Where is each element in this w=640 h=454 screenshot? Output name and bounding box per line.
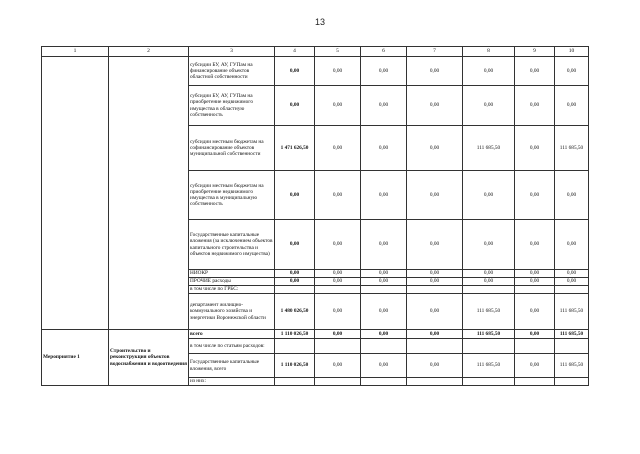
- value-cell: 0,00: [463, 86, 515, 126]
- table-row: [42, 330, 589, 339]
- header-row: [42, 47, 589, 57]
- value-cell: 0,00: [361, 86, 407, 126]
- value-cell: 0,00: [275, 220, 315, 270]
- value-cell: 0,00: [515, 354, 555, 378]
- value-cell: [555, 378, 589, 386]
- value-cell: 1 110 026,50: [275, 354, 315, 378]
- value-cell: 0,00: [515, 330, 555, 339]
- value-cell: [407, 286, 463, 294]
- row-label: в том числе по статьям расходов:: [189, 339, 275, 354]
- value-cell: 111 685,50: [555, 354, 589, 378]
- value-cell: 0,00: [361, 57, 407, 86]
- value-cell: 0,00: [275, 278, 315, 286]
- value-cell: 0,00: [515, 171, 555, 220]
- row-label: субсидии местным бюджетам на софинансирование объектов муниципальной собственности: [189, 126, 275, 171]
- value-cell: 0,00: [275, 57, 315, 86]
- header-cell: 10: [555, 47, 589, 57]
- value-cell: [407, 339, 463, 354]
- value-cell: 0,00: [315, 86, 361, 126]
- header-cell: 8: [463, 47, 515, 57]
- value-cell: 0,00: [361, 220, 407, 270]
- row-label: Государственные капитальные вложения (за исключением объектов капитального строительства и объектов недвижимого имущества): [189, 220, 275, 270]
- value-cell: 0,00: [463, 171, 515, 220]
- value-cell: 1 471 626,50: [275, 126, 315, 171]
- header-cell: 1: [42, 47, 109, 57]
- value-cell: 0,00: [463, 57, 515, 86]
- value-cell: [315, 378, 361, 386]
- value-cell: 0,00: [315, 126, 361, 171]
- value-cell: 0,00: [315, 220, 361, 270]
- value-cell: 0,00: [515, 278, 555, 286]
- value-cell: [515, 339, 555, 354]
- value-cell: 0,00: [555, 57, 589, 86]
- value-cell: [555, 286, 589, 294]
- value-cell: 0,00: [407, 354, 463, 378]
- value-cell: 111 685,50: [463, 354, 515, 378]
- value-cell: 0,00: [361, 294, 407, 330]
- value-cell: 0,00: [275, 270, 315, 278]
- header-cell: 9: [515, 47, 555, 57]
- value-cell: 0,00: [515, 86, 555, 126]
- value-cell: 0,00: [463, 220, 515, 270]
- table-row: [42, 57, 589, 86]
- value-cell: 0,00: [407, 278, 463, 286]
- value-cell: 0,00: [407, 294, 463, 330]
- value-cell: 0,00: [407, 86, 463, 126]
- row-label: всего: [189, 330, 275, 339]
- value-cell: 0,00: [555, 171, 589, 220]
- value-cell: 0,00: [361, 278, 407, 286]
- value-cell: 0,00: [315, 330, 361, 339]
- header-cell: 6: [361, 47, 407, 57]
- empty-cell: [109, 57, 189, 330]
- header-cell: 3: [189, 47, 275, 57]
- value-cell: [275, 339, 315, 354]
- value-cell: [463, 339, 515, 354]
- value-cell: 0,00: [555, 278, 589, 286]
- value-cell: [407, 378, 463, 386]
- value-cell: 0,00: [361, 330, 407, 339]
- row-label: Государственные капитальные вложения, всего: [189, 354, 275, 378]
- row-label: НИОКР: [189, 270, 275, 278]
- value-cell: 0,00: [315, 270, 361, 278]
- value-cell: 0,00: [407, 57, 463, 86]
- value-cell: 0,00: [315, 294, 361, 330]
- value-cell: 0,00: [407, 126, 463, 171]
- value-cell: 0,00: [463, 278, 515, 286]
- value-cell: 0,00: [407, 330, 463, 339]
- page-number: 13: [314, 17, 325, 27]
- value-cell: 0,00: [315, 57, 361, 86]
- empty-cell: [42, 57, 109, 330]
- value-cell: [463, 378, 515, 386]
- value-cell: 1 110 026,50: [275, 330, 315, 339]
- value-cell: 0,00: [361, 126, 407, 171]
- header-cell: 5: [315, 47, 361, 57]
- value-cell: 0,00: [555, 270, 589, 278]
- event-label: Мероприятие 1: [42, 330, 109, 386]
- header-cell: 4: [275, 47, 315, 57]
- value-cell: 0,00: [315, 171, 361, 220]
- row-label: в том числе по ГРБС:: [189, 286, 275, 294]
- value-cell: [463, 286, 515, 294]
- value-cell: 0,00: [515, 57, 555, 86]
- value-cell: 0,00: [315, 354, 361, 378]
- value-cell: 0,00: [407, 220, 463, 270]
- value-cell: 0,00: [275, 86, 315, 126]
- value-cell: [275, 286, 315, 294]
- row-label: из них:: [189, 378, 275, 386]
- value-cell: [361, 286, 407, 294]
- value-cell: 111 685,50: [463, 294, 515, 330]
- value-cell: [515, 286, 555, 294]
- value-cell: [315, 286, 361, 294]
- value-cell: 0,00: [361, 270, 407, 278]
- value-cell: [315, 339, 361, 354]
- value-cell: 0,00: [275, 171, 315, 220]
- row-label: субсидии БУ, АУ, ГУПам на приобретение недвижимого имущества в областную собственность: [189, 86, 275, 126]
- value-cell: 111 685,50: [555, 294, 589, 330]
- value-cell: 111 685,50: [555, 126, 589, 171]
- value-cell: 1 480 026,50: [275, 294, 315, 330]
- value-cell: 0,00: [555, 86, 589, 126]
- value-cell: [361, 378, 407, 386]
- value-cell: 0,00: [361, 354, 407, 378]
- value-cell: 0,00: [407, 171, 463, 220]
- value-cell: 0,00: [515, 294, 555, 330]
- value-cell: 111 685,50: [463, 330, 515, 339]
- value-cell: 111 685,50: [463, 126, 515, 171]
- value-cell: 0,00: [315, 278, 361, 286]
- value-cell: 0,00: [515, 220, 555, 270]
- row-label: ПРОЧИЕ расходы: [189, 278, 275, 286]
- row-label: департамент жилищно-коммунального хозяйства и энергетики Воронежской области: [189, 294, 275, 330]
- value-cell: 0,00: [555, 220, 589, 270]
- event-name: Строительство и реконструкция объектов водоснабжения и водоотведения: [109, 330, 189, 386]
- row-label: субсидии местным бюджетам на приобретение недвижимого имущества в муниципальную собственность: [189, 171, 275, 220]
- value-cell: [515, 378, 555, 386]
- value-cell: 0,00: [515, 270, 555, 278]
- header-cell: 2: [109, 47, 189, 57]
- row-label: субсидии БУ, АУ, ГУПам на финансирование объектов областной собственности: [189, 57, 275, 86]
- value-cell: [555, 339, 589, 354]
- value-cell: [275, 378, 315, 386]
- header-cell: 7: [407, 47, 463, 57]
- value-cell: 0,00: [515, 126, 555, 171]
- value-cell: [361, 339, 407, 354]
- value-cell: 0,00: [361, 171, 407, 220]
- value-cell: 111 685,50: [555, 330, 589, 339]
- budget-table: [41, 46, 589, 386]
- value-cell: 0,00: [463, 270, 515, 278]
- value-cell: 0,00: [407, 270, 463, 278]
